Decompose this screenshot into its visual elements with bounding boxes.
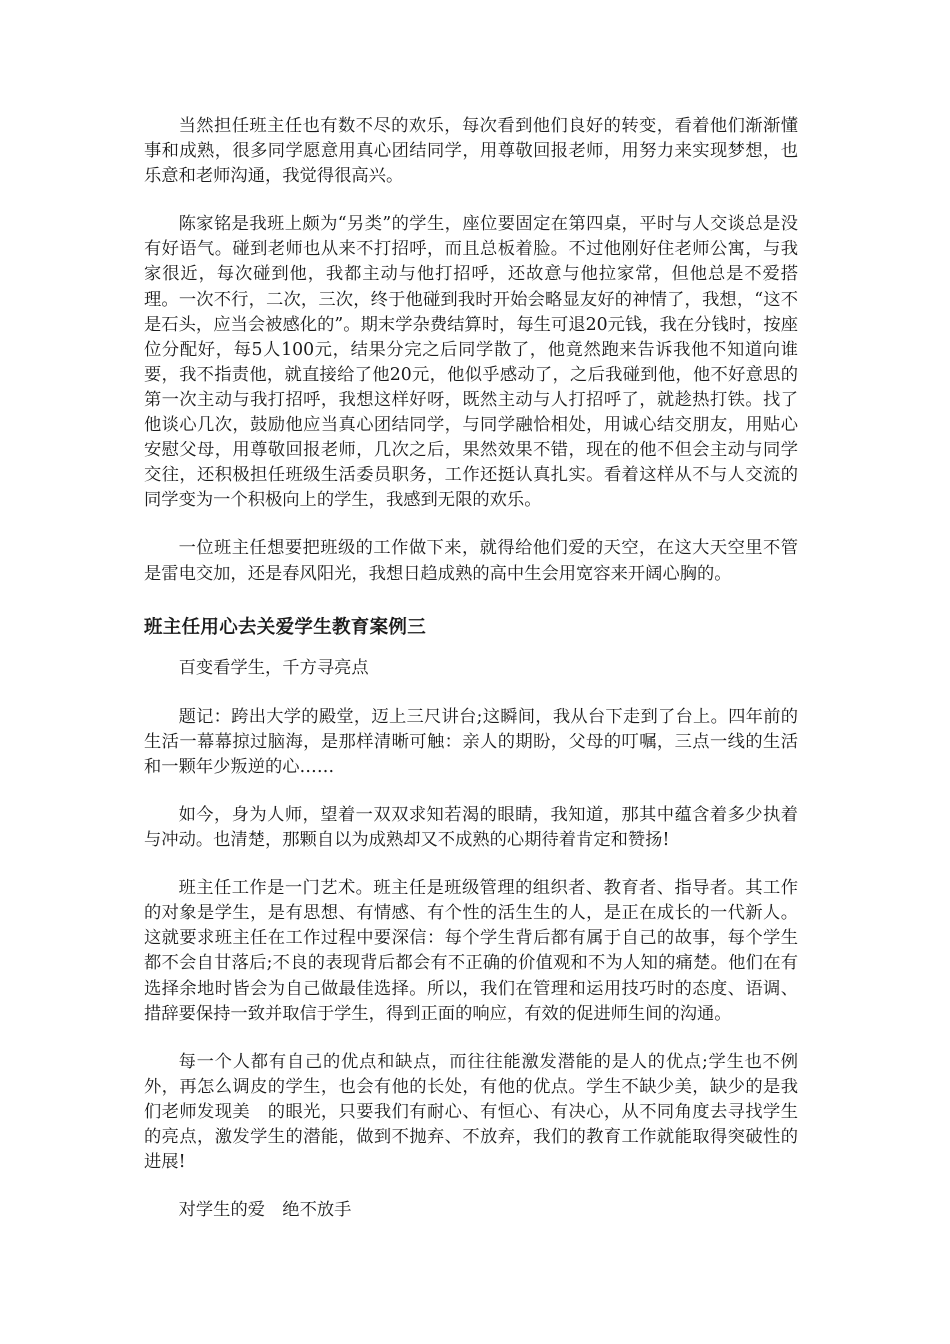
paragraph: 当然担任班主任也有数不尽的欢乐，每次看到他们良好的转变，看着他们渐渐懂事和成熟，很多同学愿意用真心团结同学，用尊敬回报老师，用努力来实现梦想，也乐意和老师沟通，我觉得很高兴。 xyxy=(144,116,798,187)
paragraph: 一位班主任想要把班级的工作做下来，就得给他们爱的天空，在这大天空里不管是雷电交加，还是春风阳光，我想日趋成熟的高中生会用宽容来开阔心胸的。 xyxy=(144,538,798,584)
document-page xyxy=(144,114,798,1247)
paragraph: 陈家铭是我班上颇为“另类”的学生，座位要固定在第四桌，平时与人交谈总是没有好语气。碰到老师也从来不打招呼，而且总板着脸。不过他刚好住老师公寓，与我家很近，每次碰到他，我都主动与他打招呼，还故意与他拉家常，但他总是不爱搭理。一次不行，二次，三次，终于他碰到我时开始会略显友好的神情了，我想，“这不是石头，应当会被感化的”。期末学杂费结算时，每生可退20元钱，我在分钱时，按座位分配好，每5人100元，结果分完之后同学散了，他竟然跑来告诉我他不知道向谁要，我不指责他，就直接给了他20元，他似乎感动了，之后我碰到他，他不好意思的第一次主动与我打招呼，我想这样好呀，既然主动与人打招呼了，就趁热打铁。找了他谈心几次，鼓励他应当真心团结同学，与同学融恰相处，用诚心结交朋友，用贴心安慰父母，用尊敬回报老师，几次之后，果然效果不错，现在的他不但会主动与同学交往，还积极担任班级生活委员职务，工作还挺认真扎实。看着这样从不与人交流的同学变为一个积极向上的学生，我感到无限的欢乐。 xyxy=(144,214,798,511)
closing-line: 对学生的爱 绝不放手 xyxy=(178,1200,352,1221)
section-title: 班主任用心去关爱学生教育案例三 xyxy=(144,616,427,638)
paragraph: 班主任工作是一门艺术。班主任是班级管理的组织者、教育者、指导者。其工作的对象是学生，是有思想、有情感、有个性的活生生的人，是正在成长的一代新人。这就要求班主任在工作过程中要深信：每个学生背后都有属于自己的故事，每个学生都不会自甘落后;不良的表现背后都会有不正确的价值观和不为人知的痛楚。他们在有选择余地时皆会为自己做最佳选择。所以，我们在管理和运用技巧时的态度、语调、措辞要保持一致并取信于学生，得到正面的响应，有效的促进师生间的沟通。 xyxy=(144,878,798,1024)
paragraph: 每一个人都有自己的优点和缺点，而往往能激发潜能的是人的优点;学生也不例外，再怎么调皮的学生，也会有他的长处，有他的优点。学生不缺少美，缺少的是我们老师发现美 的眼光，只要我们有耐心、有恒心、有决心，从不同角度去寻找学生的亮点，激发学生的潜能，做到不抛弃、不放弃，我们的教育工作就能取得突破性的进展! xyxy=(144,1051,798,1173)
paragraph: 题记：跨出大学的殿堂，迈上三尺讲台;这瞬间，我从台下走到了台上。四年前的生活一幕幕掠过脑海，是那样清晰可触：亲人的期盼，父母的叮嘱，三点一线的生活和一颗年少叛逆的心…… xyxy=(144,706,798,777)
subtitle: 百变看学生，千方寻亮点 xyxy=(178,657,369,678)
paragraph: 如今，身为人师，望着一双双求知若渴的眼睛，我知道，那其中蕴含着多少执着与冲动。也清楚，那颗自以为成熟却又不成熟的心期待着肯定和赞扬! xyxy=(144,804,798,851)
